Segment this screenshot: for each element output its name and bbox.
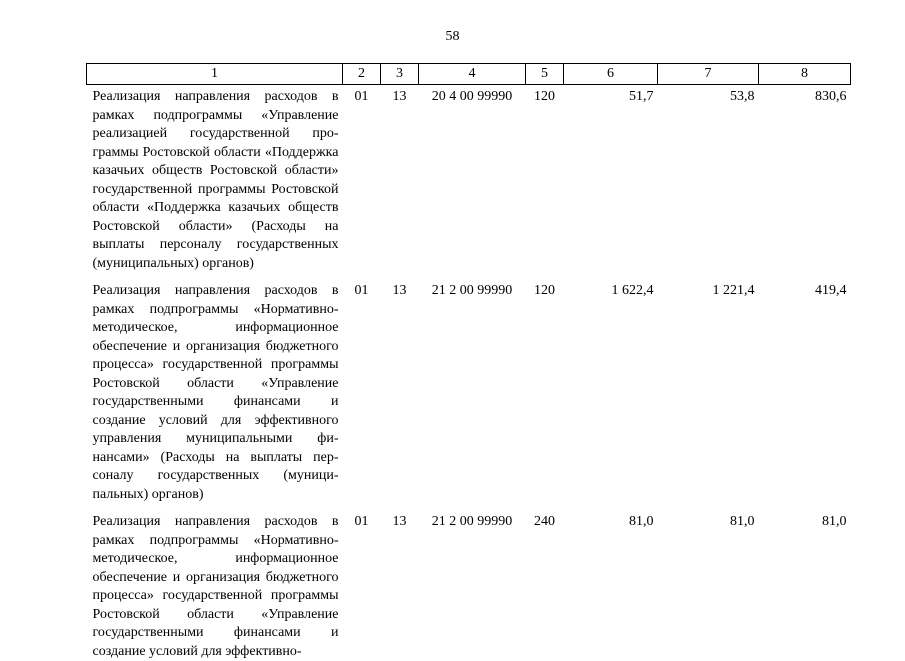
header-cell-3: 3 xyxy=(381,64,419,85)
header-cell-7: 7 xyxy=(658,64,759,85)
header-cell-8: 8 xyxy=(759,64,851,85)
row-subsection: 13 xyxy=(392,283,407,298)
table-row xyxy=(87,279,851,510)
row-value-8: 830,6 xyxy=(815,89,847,104)
row-expense-type: 240 xyxy=(534,514,555,529)
header-cell-5: 5 xyxy=(526,64,564,85)
row-value-7: 1 221,4 xyxy=(712,283,755,298)
row-subsection: 13 xyxy=(392,514,407,529)
row-section: 01 xyxy=(354,514,369,529)
row-value-6: 51,7 xyxy=(629,89,654,104)
row-section: 01 xyxy=(354,89,369,104)
row-description: Реализация направления расходов в рамках подпрограммы «Управление реализацией государственной программы Ростовской области «Поддержка казачьих обществ Ростовской области» государственной программы Ростовской области «Поддержка казачьих обществ Ростовской области» (Расходы на выплаты персоналу государственных (муниципальных) органов) xyxy=(92,89,339,271)
row-target-code: 21 2 00 99990 xyxy=(431,514,513,529)
page-number: 58 xyxy=(445,29,460,44)
row-target-code: 21 2 00 99990 xyxy=(431,283,513,298)
header-cell-6: 6 xyxy=(564,64,658,85)
row-target-code: 20 4 00 99990 xyxy=(431,89,513,104)
row-value-7: 53,8 xyxy=(730,89,755,104)
header-row xyxy=(87,64,851,85)
header-cell-1: 1 xyxy=(87,64,343,85)
row-expense-type: 120 xyxy=(534,89,555,104)
row-subsection: 13 xyxy=(392,89,407,104)
row-value-8: 81,0 xyxy=(822,514,847,529)
row-description: Реализация направления расходов в рамках подпрограммы «Нормативно-методическое, информационное обеспечение и организация бюджетного процесса» государственной программы Ростовской области «Управление государственными финансами и создание условий для эффективно- xyxy=(92,514,339,659)
row-section: 01 xyxy=(354,283,369,298)
budget-table xyxy=(86,63,851,661)
row-value-6: 81,0 xyxy=(629,514,654,529)
header-cell-4: 4 xyxy=(419,64,526,85)
row-value-8: 419,4 xyxy=(815,283,847,298)
row-value-6: 1 622,4 xyxy=(611,283,654,298)
row-expense-type: 120 xyxy=(534,283,555,298)
table-row xyxy=(87,85,851,280)
table-row xyxy=(87,510,851,661)
header-cell-2: 2 xyxy=(343,64,381,85)
row-value-7: 81,0 xyxy=(730,514,755,529)
row-description: Реализация направления расходов в рамках подпрограммы «Нормативно-методическое, информационное обеспечение и организация бюджетного процесса» государственной программы Ростовской области «Управление государственными финансами и создание условий для эффективного управления муниципальными финансами» (Расходы на выплаты персоналу государственных (муниципальных) органов) xyxy=(92,283,339,502)
